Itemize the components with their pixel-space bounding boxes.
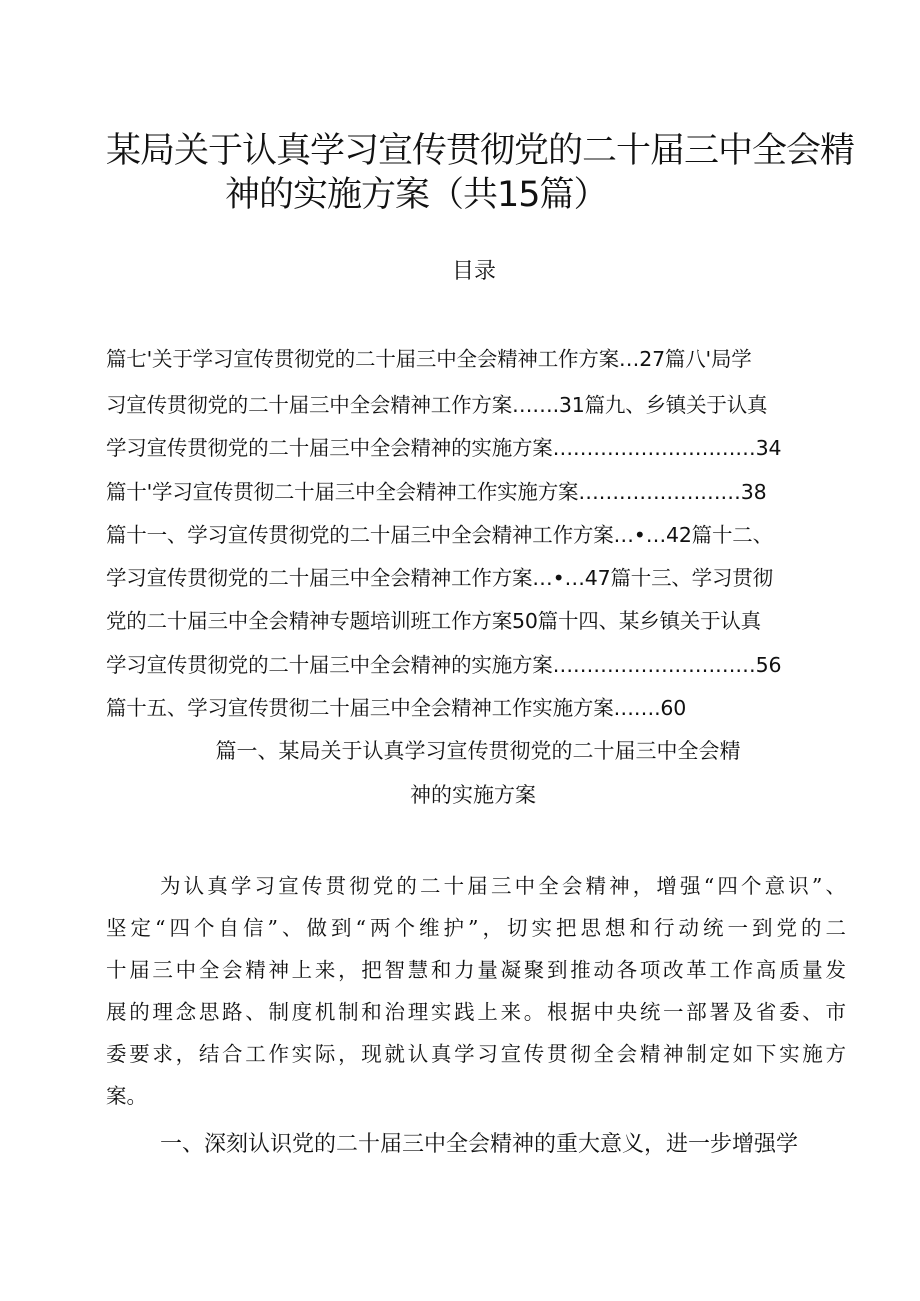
document-title-line-2: 神的实施方案（共15篇） [225, 175, 608, 215]
toc-line[interactable]: 篇十五、学习宣传贯彻二十届三中全会精神工作实施方案…….60 [106, 696, 687, 720]
toc-line[interactable]: 习宣传贯彻党的二十届三中全会精神工作方案…….31篇九、乡镇关于认真 [106, 393, 768, 417]
paragraph-line: 为认真学习宣传贯彻党的二十届三中全会精神，增强“四个意识”、 [160, 874, 846, 898]
toc-line[interactable]: 学习宣传贯彻党的二十届三中全会精神工作方案…•…47篇十三、学习贯彻 [106, 566, 773, 590]
toc-line[interactable]: 党的二十届三中全会精神专题培训班工作方案50篇十四、某乡镇关于认真 [106, 609, 761, 633]
section-title-line-2: 神的实施方案 [410, 783, 536, 807]
toc-line[interactable]: 学习宣传贯彻党的二十届三中全会精神的实施方案…………………………34 [106, 436, 782, 460]
paragraph-line: 委要求，结合工作实际，现就认真学习宣传贯彻全会精神制定如下实施方 [106, 1042, 846, 1066]
section-heading-1: 一、深刻认识党的二十届三中全会精神的重大意义，进一步增强学 [160, 1132, 799, 1157]
section-title-line-1: 篇一、某局关于认真学习宣传贯彻党的二十届三中全会精 [215, 739, 741, 763]
toc-line[interactable]: 篇十一、学习宣传贯彻党的二十届三中全会精神工作方案…•…42篇十二、 [106, 523, 773, 547]
toc-heading: 目录 [451, 259, 496, 284]
paragraph-line: 坚定“四个自信”、做到“两个维护”，切实把思想和行动统一到党的二 [106, 916, 846, 940]
paragraph-line: 展的理念思路、制度机制和治理实践上来。根据中央统一部署及省委、市 [106, 1000, 846, 1024]
paragraph-line: 十届三中全会精神上来，把智慧和力量凝聚到推动各项改革工作高质量发 [106, 958, 846, 982]
paragraph-line: 案。 [106, 1084, 147, 1108]
toc-line[interactable]: 篇七'关于学习宣传贯彻党的二十届三中全会精神工作方案…27篇八'局学 [106, 347, 752, 371]
document-title-line-1: 某局关于认真学习宣传贯彻党的二十届三中全会精 [106, 131, 855, 171]
toc-line[interactable]: 篇十'学习宣传贯彻二十届三中全会精神工作实施方案……………………38 [106, 480, 767, 504]
toc-line[interactable]: 学习宣传贯彻党的二十届三中全会精神的实施方案…………………………56 [106, 653, 782, 677]
